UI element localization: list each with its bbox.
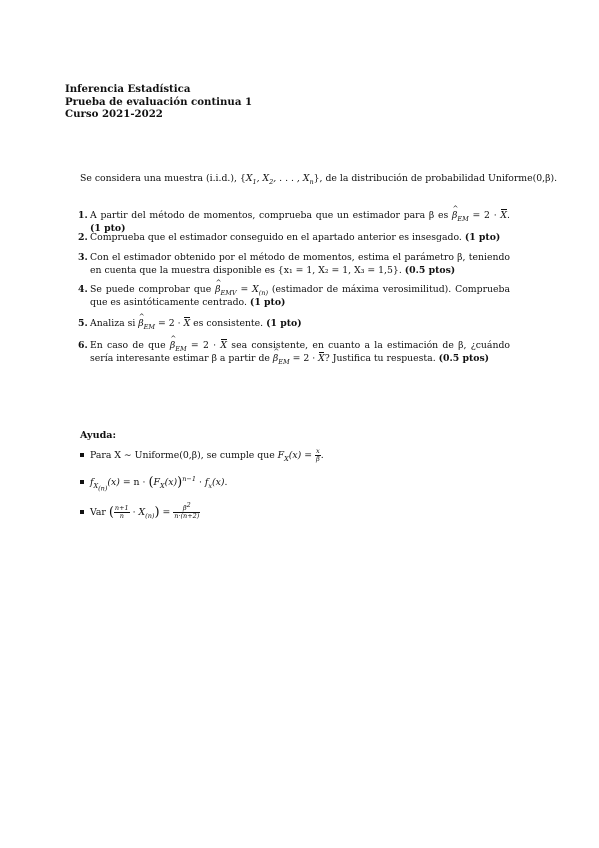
question-text: Con el estimador obtenido por el método de momentos, estima el parámetro β, teniendo en cuenta que la muestra disponible es {x₁ = 1, X₂ = 1, X₃ = 1,5}. (90, 252, 510, 276)
question-number: 3. (78, 252, 88, 263)
question-5 (78, 317, 510, 330)
problem-statement (80, 172, 558, 186)
question-text: Se puede comprobar que (90, 284, 216, 295)
help-item-text: $f_{X_{(n)}}(x) = n \cdot (F_X(x))^{n-1} \cdot f_x(x)$. (90, 474, 228, 493)
question-text-middle: sea consistente, en cuanto a la estimación de β, ¿cuándo sería interesante estimar β a partir de (90, 340, 510, 364)
estimator-formula: ^ $\beta_{EM} = 2 \cdot X$ (138, 318, 190, 329)
question-text-end: (estimador de máxima verosimilitud). Comprueba que es asintóticamente centrado. (90, 284, 510, 308)
help-item-text: Para X ∼ Uniforme(0,β), se cumple que $F_X(x)$ = $\frac{x}{\beta}$ . (90, 447, 324, 463)
question-number: 5. (78, 318, 88, 329)
question-text: A partir del método de momentos, comprueba que un estimador para β es (90, 210, 453, 221)
help-title: Ayuda: (80, 430, 117, 441)
exam-title: Prueba de evaluación continua 1 (65, 95, 253, 108)
question-number: 2. (78, 232, 88, 243)
help-item-cdf (80, 448, 324, 463)
question-points: (1 pto) (90, 223, 126, 234)
question-points: (0.5 ptos) (404, 265, 456, 276)
help-item-text: Var ( $\frac{n+1}{n}$ · $X_{(n)}$) = $\frac{\beta^2}{n\cdot(n+2)}$ (90, 501, 200, 521)
question-body (90, 317, 510, 330)
bullet-icon (80, 453, 84, 457)
question-points: (0.5 ptos) (438, 353, 490, 364)
bullet-icon (80, 510, 84, 514)
question-body (90, 339, 510, 365)
academic-year: Curso 2021-2022 (65, 108, 163, 120)
intro-text-before: Se considera una muestra (i.i.d.), { (80, 173, 246, 184)
question-number: 4. (78, 284, 88, 295)
question-text: Analiza si (90, 318, 139, 329)
question-number: 6. (78, 340, 88, 351)
help-item-variance (80, 501, 200, 521)
estimator-formula: ^ $\beta_{EM} = 2 \cdot X$ (170, 340, 227, 351)
document-header (65, 83, 252, 121)
question-2 (78, 231, 510, 244)
mle-formula: ^ $\beta_{EMV} = X_{(n)}$ (215, 284, 268, 295)
question-text-end: . (507, 210, 510, 221)
question-points: (1 pto) (464, 232, 501, 243)
question-body (90, 251, 510, 277)
question-3 (78, 251, 510, 277)
question-body (90, 231, 510, 244)
estimator-formula: ^ $\beta_{EM} = 2 \cdot X$ (452, 210, 507, 221)
sample-notation: $X_1$, $X_2$, . . . , $X_n$ (245, 173, 314, 186)
estimator-formula-repeat: ^ $\beta_{EM} = 2 \cdot X$ (273, 353, 325, 364)
question-text-end: es consistente. (190, 318, 264, 329)
question-6 (78, 339, 510, 365)
help-item-density (80, 474, 228, 493)
question-points: (1 pto) (249, 297, 286, 308)
question-text: En caso de que (90, 340, 170, 351)
question-number: 1. (78, 210, 88, 221)
question-text: Comprueba que el estimador conseguido en el apartado anterior es insesgado. (90, 232, 462, 243)
question-4 (78, 283, 510, 309)
question-points: (1 pto) (266, 318, 302, 329)
question-body (90, 283, 510, 309)
question-text-end: ? Justifica tu respuesta. (324, 353, 436, 364)
bullet-icon (80, 480, 84, 484)
intro-text-after: }, de la distribución de probabilidad Uniforme(0,β). (313, 173, 558, 184)
course-title: Inferencia Estadística (65, 83, 191, 95)
